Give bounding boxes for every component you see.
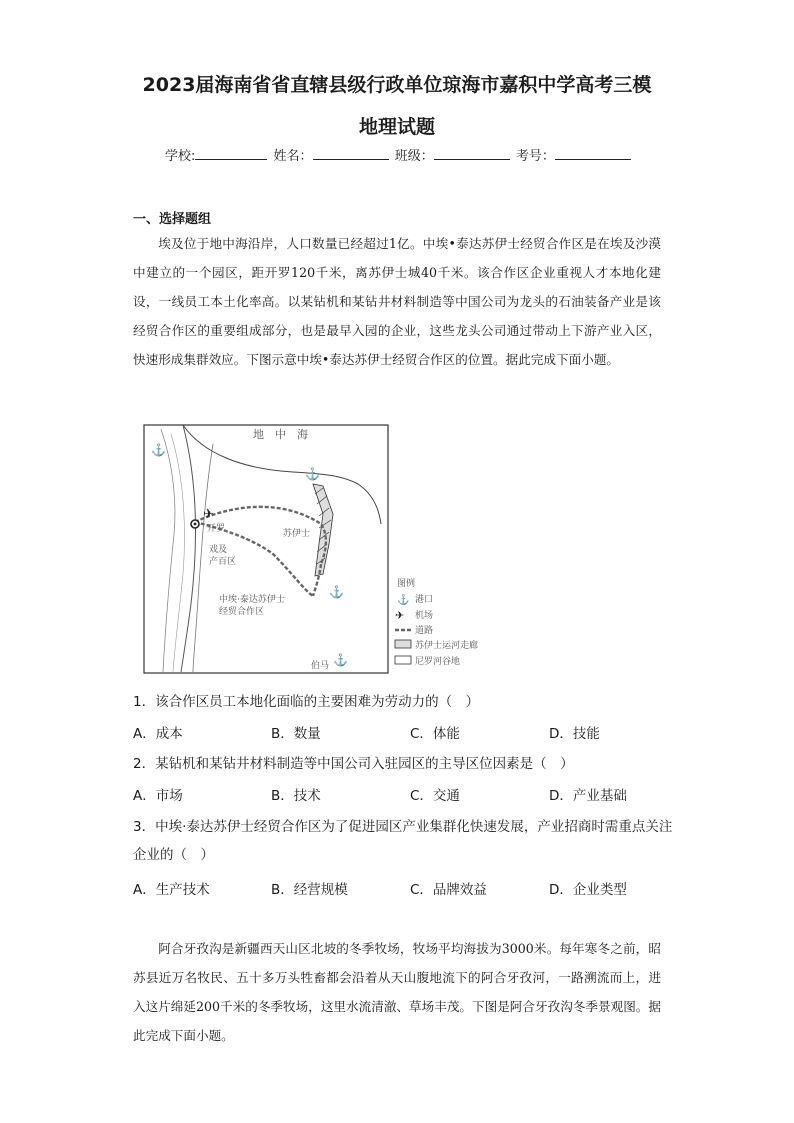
document-title: 2023届海南省省直辖县级行政单位琼海市嘉积中学高考三模 — [142, 74, 652, 96]
sea-label: 地 中 海 — [253, 428, 308, 441]
location-map — [143, 424, 503, 674]
option-b[interactable]: B．技术 — [271, 788, 321, 804]
svg-text:⚓: ⚓ — [151, 443, 166, 457]
question-2: 2．某钻机和某钻井材料制造等中国公司入驻园区的主导区位因素是（ ） — [133, 756, 574, 772]
option-d[interactable]: D．产业基础 — [549, 788, 627, 804]
svg-text:⚓: ⚓ — [329, 585, 344, 599]
question-1: 1．该合作区员工本地化面临的主要困难为劳动力的（ ） — [133, 694, 480, 710]
legend-canal: 苏伊士运河走廊 — [415, 641, 479, 651]
name-field[interactable] — [313, 147, 389, 160]
coop-zone-label-1: 中埃·泰达苏伊士 — [219, 595, 285, 605]
class-field[interactable] — [434, 147, 510, 160]
student-info-line — [165, 145, 633, 164]
legend-road: 道路 — [415, 626, 434, 636]
option-a[interactable]: A．生产技术 — [133, 882, 210, 898]
class-label: 班级： — [394, 149, 434, 164]
option-c[interactable]: C．品牌效益 — [410, 882, 487, 898]
option-b[interactable]: B．经营规模 — [271, 882, 348, 898]
svg-text:⚓: ⚓ — [333, 653, 348, 667]
map-legend — [395, 577, 478, 667]
name-label: 姓名： — [273, 149, 313, 164]
legend-port: 港口 — [415, 595, 434, 605]
legend-airport: 机场 — [415, 611, 434, 621]
zone-label-2: 产百区 — [209, 557, 237, 567]
school-field[interactable] — [195, 147, 267, 160]
document-subtitle: 地理试题 — [358, 116, 435, 138]
section-heading: 一、选择题组 — [133, 212, 212, 227]
option-c[interactable]: C．交通 — [410, 788, 460, 804]
question-3: 3．中埃·泰达苏伊士经贸合作区为了促进园区产业集群化快速发展，产业招商时需重点关注企业的（ ） — [133, 819, 673, 863]
svg-text:⚓: ⚓ — [397, 595, 410, 606]
exam-no-field[interactable] — [555, 147, 631, 160]
option-d[interactable]: D．企业类型 — [549, 882, 627, 898]
passage-2: 阿合牙孜沟是新疆西天山区北坡的冬季牧场，牧场平均海拔为3000米。每年寒冬之前，昭苏县近万名牧民、五十多万头牲畜都会沿着从天山腹地流下的阿合牙孜河，一路溯流而上，进入这片绵延200千米的冬季牧场，这里水流清澈、草场丰茂。下图是阿合牙孜沟冬季景观图。据此完成下面小题。 — [133, 941, 661, 1043]
option-b[interactable]: B．数量 — [271, 726, 321, 742]
map-frame — [144, 425, 388, 673]
option-c[interactable]: C．体能 — [410, 726, 460, 742]
suez-label: 苏伊士 — [283, 529, 311, 539]
exam-no-label: 考号： — [515, 149, 555, 164]
option-a[interactable]: A．市场 — [133, 788, 183, 804]
port-city-label: 伯马 — [311, 661, 330, 671]
svg-text:✈: ✈ — [395, 609, 405, 622]
option-d[interactable]: D．技能 — [549, 726, 600, 742]
zone-label-1: 戏及 — [209, 545, 228, 555]
school-label: 学校: — [165, 149, 196, 164]
svg-text:✈: ✈ — [203, 507, 214, 522]
svg-text:⚓: ⚓ — [305, 467, 320, 481]
option-a[interactable]: A．成本 — [133, 726, 183, 742]
passage-1: 埃及位于地中海沿岸，人口数量已经超过1亿。中埃•泰达苏伊士经贸合作区是在埃及沙漠中建立的一个园区，距开罗120千米，离苏伊士城40千米。该合作区企业重视人才本地化建设，一线员工本土化率高。以某钻机和某钻井材料制造等中国公司为龙头的石油装备产业是该经贸合作区的重要组成部分，也是最早入园的企业，这些龙头公司通过带动上下游产业入区，快速形成集群效应。下图示意中埃•泰达苏伊士经贸合作区的位置。据此完成下面小题。 — [133, 236, 661, 367]
legend-title: 图例 — [397, 579, 416, 589]
coop-zone-label-2: 经贸合作区 — [219, 607, 265, 617]
cairo-label: 开罗 — [207, 524, 226, 534]
legend-valley: 尼罗河谷地 — [415, 657, 461, 667]
